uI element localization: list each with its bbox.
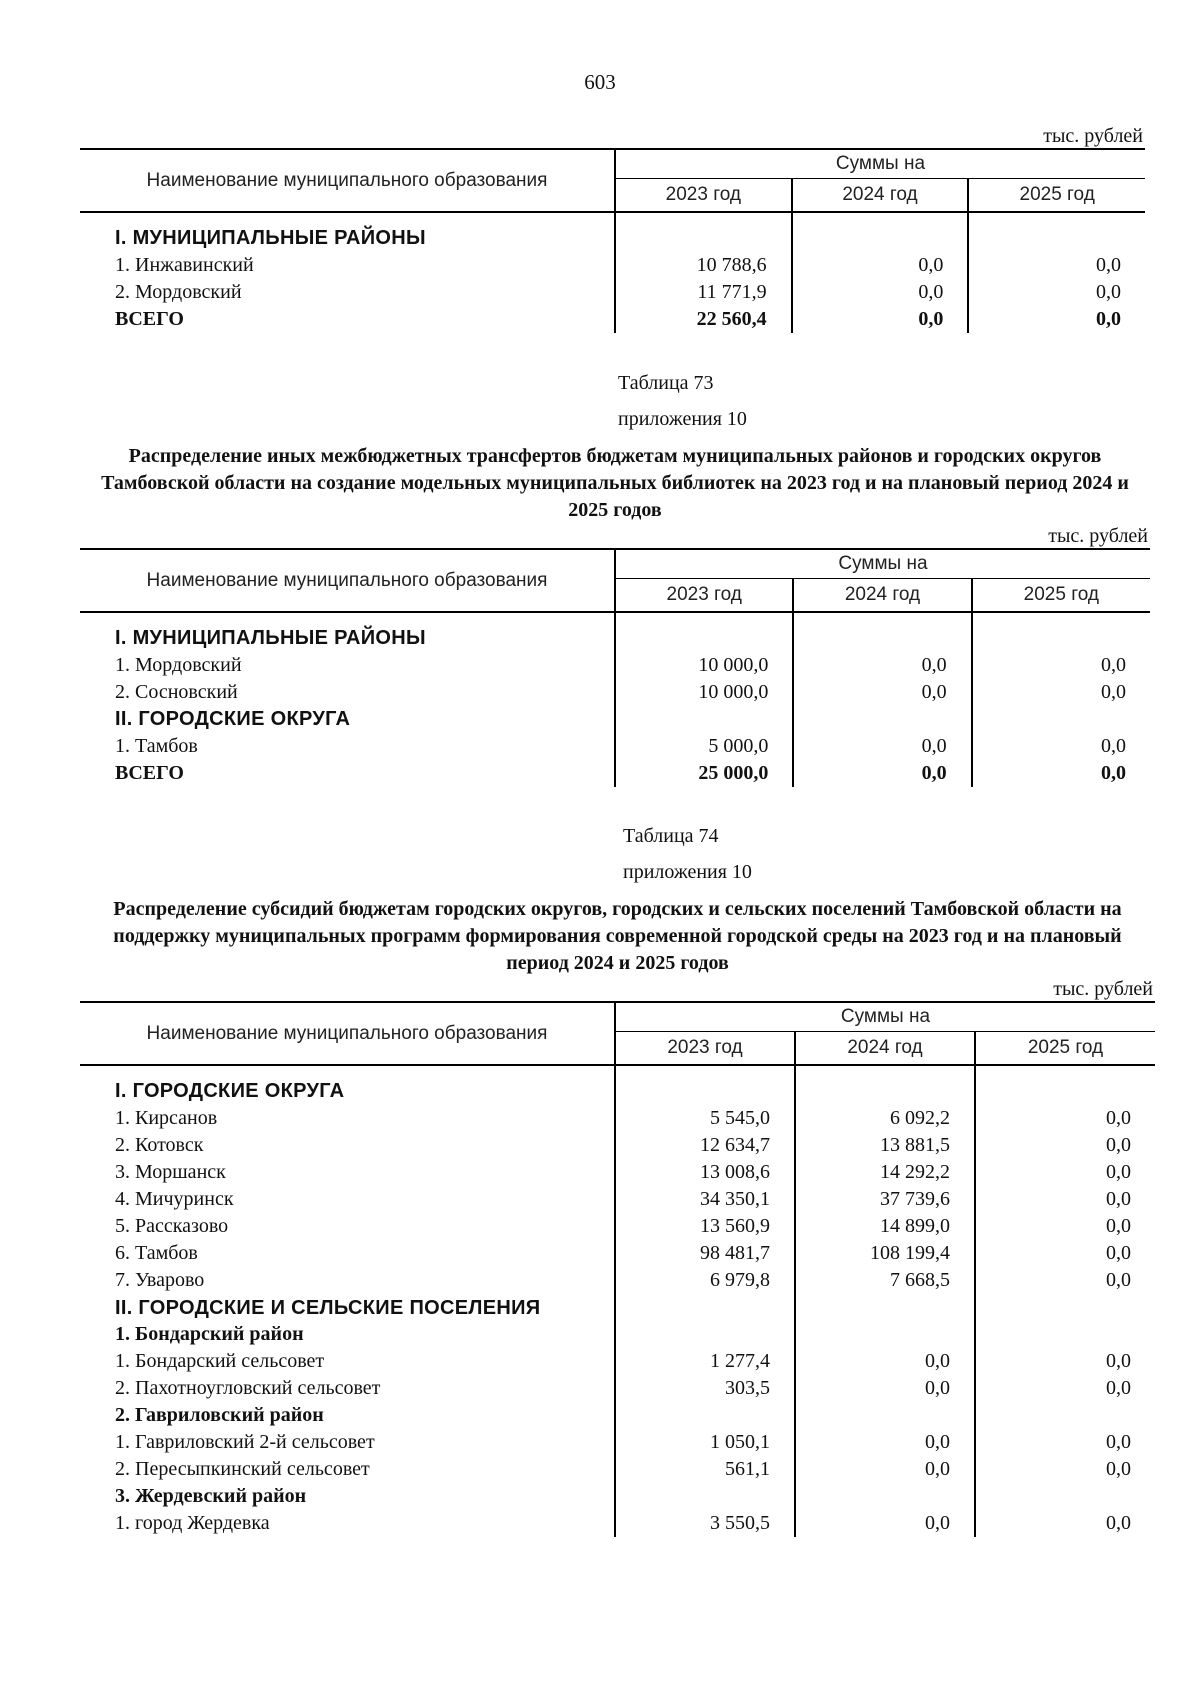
value-cell: 0,0 xyxy=(793,760,971,787)
value-cell xyxy=(968,225,1145,252)
header-name: Наименование муниципального образования xyxy=(80,1002,615,1065)
value-cell: 1 277,4 xyxy=(615,1348,795,1375)
table-row xyxy=(80,1429,1155,1456)
value-cell: 11 771,9 xyxy=(615,279,792,306)
table-row xyxy=(80,1159,1155,1186)
value-cell: 0,0 xyxy=(972,760,1150,787)
value-cell: 1 050,1 xyxy=(615,1429,795,1456)
row-name: 7. Уварово xyxy=(115,1269,205,1291)
value-cell xyxy=(795,1294,975,1321)
row-name: 2. Мордовский xyxy=(115,281,242,303)
value-cell xyxy=(975,1078,1155,1105)
value-cell: 13 560,9 xyxy=(615,1213,795,1240)
value-cell: 25 000,0 xyxy=(615,760,793,787)
value-cell: 303,5 xyxy=(615,1375,795,1402)
table-row xyxy=(80,252,1145,279)
section-heading: II. ГОРОДСКИЕ ОКРУГА xyxy=(115,708,351,730)
value-cell xyxy=(615,1078,795,1105)
value-cell: 13 008,6 xyxy=(615,1159,795,1186)
table-row xyxy=(80,679,1150,706)
continued-table xyxy=(80,148,1145,333)
value-cell: 0,0 xyxy=(968,252,1145,279)
table-row xyxy=(80,1186,1155,1213)
row-name: 4. Мичуринск xyxy=(115,1188,234,1210)
total-row xyxy=(80,760,1150,787)
row-name: 2. Сосновский xyxy=(115,681,238,703)
value-cell: 0,0 xyxy=(795,1348,975,1375)
section-heading: II. ГОРОДСКИЕ И СЕЛЬСКИЕ ПОСЕЛЕНИЯ xyxy=(115,1296,541,1319)
row-name: 1. Инжавинский xyxy=(115,254,254,276)
header-sums: Суммы на xyxy=(615,1002,1155,1032)
value-cell: 14 292,2 xyxy=(795,1159,975,1186)
table-row xyxy=(80,279,1145,306)
value-cell xyxy=(615,1321,795,1348)
row-name: 1. Бондарский сельсовет xyxy=(115,1350,325,1372)
table-row xyxy=(80,652,1150,679)
table-label: Таблица 73 xyxy=(618,372,714,394)
value-cell: 13 881,5 xyxy=(795,1132,975,1159)
table-row xyxy=(80,733,1150,760)
header-year: 2023 год xyxy=(615,179,792,213)
value-cell xyxy=(972,706,1150,733)
value-cell: 12 634,7 xyxy=(615,1132,795,1159)
value-cell: 0,0 xyxy=(975,1105,1155,1132)
value-cell: 0,0 xyxy=(972,679,1150,706)
table-row xyxy=(80,1213,1155,1240)
value-cell xyxy=(975,1402,1155,1429)
value-cell: 37 739,6 xyxy=(795,1186,975,1213)
appendix-label: приложения 10 xyxy=(618,408,747,430)
value-cell xyxy=(795,1402,975,1429)
value-cell xyxy=(975,1321,1155,1348)
value-cell: 0,0 xyxy=(975,1510,1155,1537)
value-cell: 0,0 xyxy=(975,1267,1155,1294)
table-body xyxy=(80,212,1145,333)
spacer-row xyxy=(80,612,1150,625)
row-name: 6. Тамбов xyxy=(115,1242,198,1264)
value-cell: 0,0 xyxy=(975,1240,1155,1267)
value-cell: 561,1 xyxy=(615,1456,795,1483)
page-number: 603 xyxy=(584,70,616,94)
section-row xyxy=(80,1078,1155,1105)
district-heading: 1. Бондарский район xyxy=(115,1323,304,1345)
table73-block xyxy=(80,365,1150,787)
value-cell xyxy=(793,706,971,733)
header-year: 2023 год xyxy=(615,579,793,613)
value-cell: 0,0 xyxy=(975,1375,1155,1402)
header-sums: Суммы на xyxy=(615,549,1150,579)
header-year: 2023 год xyxy=(615,1032,795,1066)
value-cell: 0,0 xyxy=(975,1132,1155,1159)
section-heading: I. МУНИЦИПАЛЬНЫЕ РАЙОНЫ xyxy=(115,627,426,649)
header-name: Наименование муниципального образования xyxy=(80,149,615,212)
header-year: 2024 год xyxy=(795,1032,975,1066)
table74-block xyxy=(80,818,1155,1537)
value-cell: 3 550,5 xyxy=(615,1510,795,1537)
table-row xyxy=(80,1456,1155,1483)
value-cell xyxy=(975,1294,1155,1321)
row-name: 3. Моршанск xyxy=(115,1161,226,1183)
spacer-row xyxy=(80,212,1145,225)
value-cell xyxy=(972,625,1150,652)
value-cell: 14 899,0 xyxy=(795,1213,975,1240)
value-cell xyxy=(975,1483,1155,1510)
district-row xyxy=(80,1402,1155,1429)
header-sums: Суммы на xyxy=(615,149,1145,179)
appendix-label: приложения 10 xyxy=(623,861,752,883)
row-name: ВСЕГО xyxy=(115,762,184,784)
value-cell: 7 668,5 xyxy=(795,1267,975,1294)
row-name: 2. Пахотноугловский сельсовет xyxy=(115,1377,381,1399)
table-row xyxy=(80,1510,1155,1537)
value-cell: 0,0 xyxy=(792,252,969,279)
value-cell: 10 000,0 xyxy=(615,679,793,706)
section-row xyxy=(80,706,1150,733)
table-row xyxy=(80,1240,1155,1267)
row-name: 1. Мордовский xyxy=(115,654,242,676)
value-cell: 0,0 xyxy=(792,306,969,333)
table-label: Таблица 74 xyxy=(623,825,719,847)
row-name: 1. Кирсанов xyxy=(115,1107,218,1129)
table-body xyxy=(80,1065,1155,1537)
district-row xyxy=(80,1483,1155,1510)
value-cell xyxy=(792,225,969,252)
table73 xyxy=(80,548,1150,787)
value-cell: 0,0 xyxy=(795,1510,975,1537)
value-cell xyxy=(615,625,793,652)
row-name: 2. Котовск xyxy=(115,1134,204,1156)
table-row xyxy=(80,1132,1155,1159)
row-name: 2. Пересыпкинский сельсовет xyxy=(115,1458,370,1480)
value-cell: 10 788,6 xyxy=(615,252,792,279)
table-row xyxy=(80,1105,1155,1132)
value-cell: 22 560,4 xyxy=(615,306,792,333)
section-heading: I. МУНИЦИПАЛЬНЫЕ РАЙОНЫ xyxy=(115,227,426,249)
value-cell: 34 350,1 xyxy=(615,1186,795,1213)
section-row xyxy=(80,1294,1155,1321)
header-year: 2025 год xyxy=(972,579,1150,613)
value-cell: 0,0 xyxy=(975,1429,1155,1456)
value-cell: 0,0 xyxy=(975,1186,1155,1213)
value-cell: 0,0 xyxy=(968,279,1145,306)
value-cell: 0,0 xyxy=(972,652,1150,679)
value-cell xyxy=(795,1483,975,1510)
value-cell: 0,0 xyxy=(975,1456,1155,1483)
spacer-row xyxy=(80,1065,1155,1078)
value-cell: 0,0 xyxy=(793,652,971,679)
value-cell: 0,0 xyxy=(795,1375,975,1402)
value-cell xyxy=(795,1078,975,1105)
value-cell: 0,0 xyxy=(968,306,1145,333)
section-row xyxy=(80,625,1150,652)
district-heading: 3. Жердевский район xyxy=(115,1485,307,1507)
unit-label: тыс. рублей xyxy=(1043,125,1143,147)
value-cell: 0,0 xyxy=(793,679,971,706)
value-cell: 5 545,0 xyxy=(615,1105,795,1132)
value-cell xyxy=(615,1483,795,1510)
row-name: ВСЕГО xyxy=(115,308,184,330)
value-cell xyxy=(793,625,971,652)
table-heading: Распределение субсидий бюджетам городских округов, городских и сельских поселений Тамбовской области на поддержку муниципальных программ формирования современной городской среды на 2023 год и на плановый период 2024 и 2025 годов xyxy=(113,898,1122,974)
value-cell: 108 199,4 xyxy=(795,1240,975,1267)
total-row xyxy=(80,306,1145,333)
unit-label: тыс. рублей xyxy=(1048,525,1148,547)
row-name: 1. Тамбов xyxy=(115,735,198,757)
header-year: 2024 год xyxy=(793,579,971,613)
value-cell: 0,0 xyxy=(972,733,1150,760)
header-year: 2024 год xyxy=(792,179,969,213)
value-cell xyxy=(615,1402,795,1429)
unit-label: тыс. рублей xyxy=(1053,978,1153,1000)
row-name: 5. Рассказово xyxy=(115,1215,229,1237)
value-cell: 0,0 xyxy=(792,279,969,306)
section-heading: I. ГОРОДСКИЕ ОКРУГА xyxy=(115,1080,345,1102)
row-name: 1. Гавриловский 2-й сельсовет xyxy=(115,1431,375,1453)
district-heading: 2. Гавриловский район xyxy=(115,1404,324,1426)
value-cell: 0,0 xyxy=(975,1213,1155,1240)
value-cell xyxy=(795,1321,975,1348)
header-name: Наименование муниципального образования xyxy=(80,549,615,612)
value-cell: 98 481,7 xyxy=(615,1240,795,1267)
table74 xyxy=(80,1001,1155,1537)
header-year: 2025 год xyxy=(968,179,1145,213)
table-row xyxy=(80,1348,1155,1375)
table-row xyxy=(80,1267,1155,1294)
value-cell: 5 000,0 xyxy=(615,733,793,760)
value-cell: 10 000,0 xyxy=(615,652,793,679)
table-heading: Распределение иных межбюджетных трансфертов бюджетам муниципальных районов и городских округов Тамбовской области на создание модельных муниципальных библиотек на 2023 год и на плановый период 2024 и 2025 годов xyxy=(101,445,1129,521)
section-row xyxy=(80,225,1145,252)
header-year: 2025 год xyxy=(975,1032,1155,1066)
value-cell: 0,0 xyxy=(975,1159,1155,1186)
district-row xyxy=(80,1321,1155,1348)
value-cell: 0,0 xyxy=(795,1429,975,1456)
value-cell xyxy=(615,225,792,252)
row-name: 1. город Жердевка xyxy=(115,1512,270,1534)
value-cell: 6 979,8 xyxy=(615,1267,795,1294)
value-cell xyxy=(615,706,793,733)
value-cell xyxy=(615,1294,795,1321)
value-cell: 0,0 xyxy=(975,1348,1155,1375)
value-cell: 0,0 xyxy=(795,1456,975,1483)
value-cell: 0,0 xyxy=(793,733,971,760)
table-row xyxy=(80,1375,1155,1402)
table-body xyxy=(80,612,1150,787)
value-cell: 6 092,2 xyxy=(795,1105,975,1132)
continued-table-block xyxy=(80,124,1145,333)
